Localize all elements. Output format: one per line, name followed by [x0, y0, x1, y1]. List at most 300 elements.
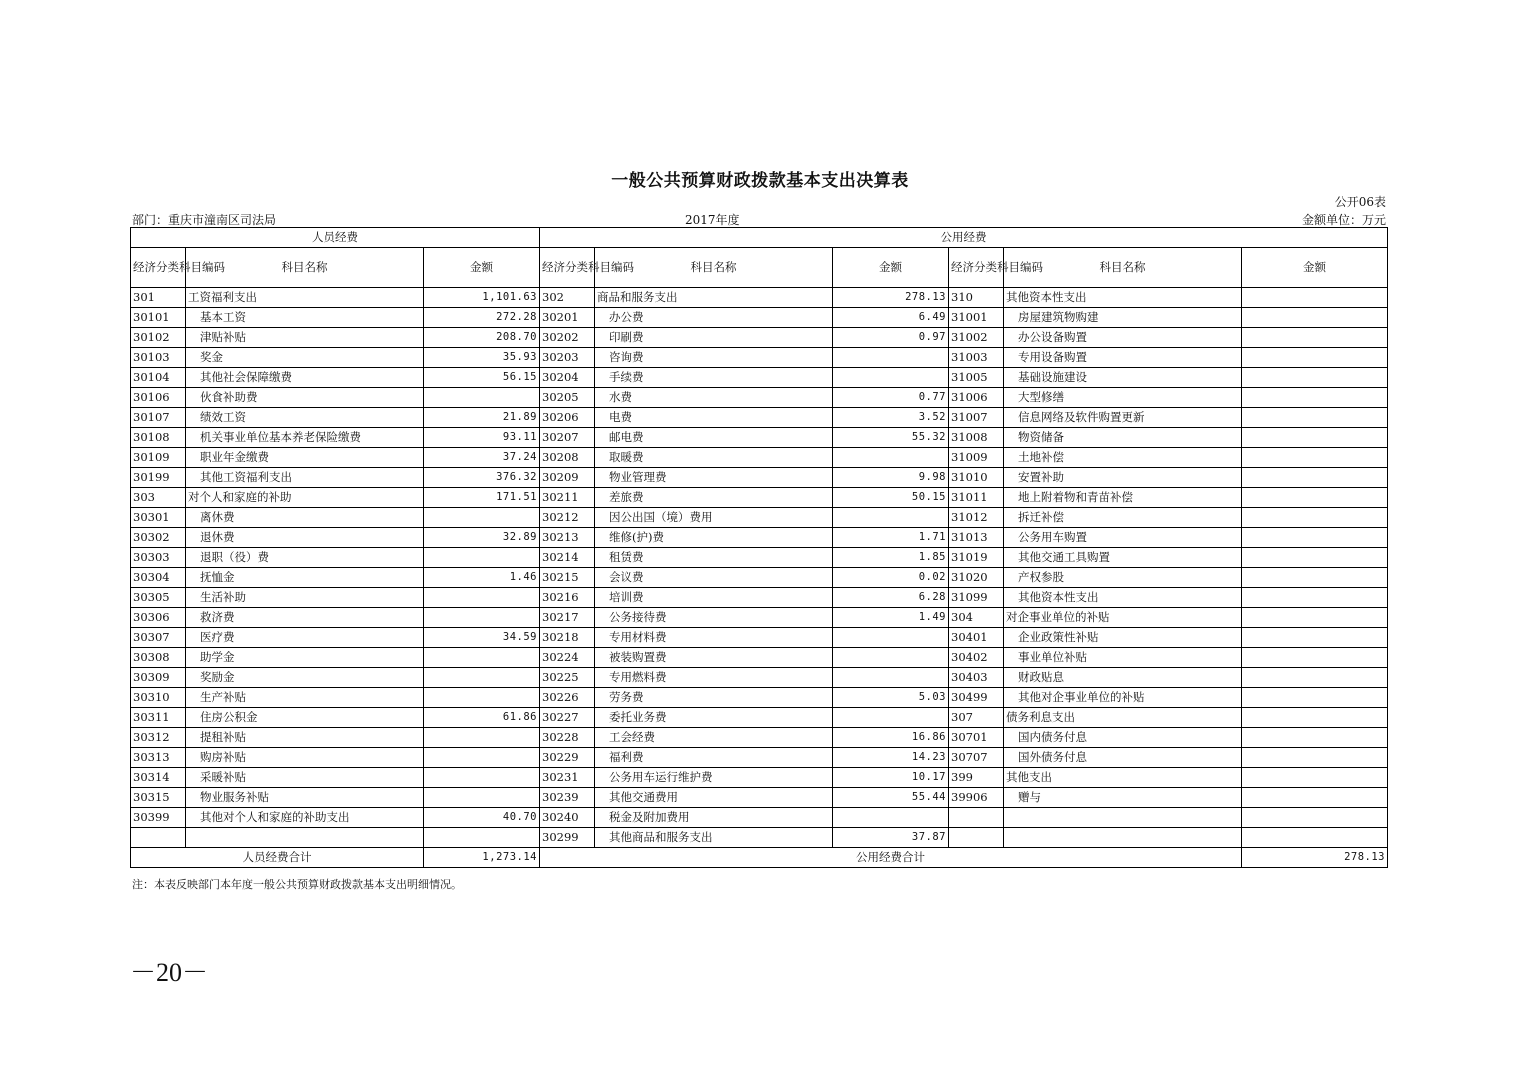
code-cell: 30313 — [131, 748, 186, 768]
name-cell: 其他对个人和家庭的补助支出 — [186, 808, 424, 828]
table-row — [131, 428, 1388, 448]
code-cell: 30302 — [131, 528, 186, 548]
code-cell — [949, 828, 1004, 848]
amount-cell: 40.70 — [424, 808, 540, 828]
amount-cell — [833, 708, 949, 728]
amount-cell — [1242, 348, 1388, 368]
code-cell: 39906 — [949, 788, 1004, 808]
table-row — [131, 328, 1388, 348]
name-cell: 基础设施建设 — [1004, 368, 1242, 388]
code-cell: 31008 — [949, 428, 1004, 448]
amount-cell — [833, 368, 949, 388]
amount-cell: 6.49 — [833, 308, 949, 328]
name-cell: 公务用车购置 — [1004, 528, 1242, 548]
amount-cell — [833, 648, 949, 668]
table-row — [131, 788, 1388, 808]
amount-cell — [833, 448, 949, 468]
amount-cell — [1242, 588, 1388, 608]
unit-label: 金额单位：万元 — [1301, 213, 1386, 227]
name-cell: 企业政策性补贴 — [1004, 628, 1242, 648]
name-cell: 印刷费 — [595, 328, 833, 348]
public-total-amount: 278.13 — [1242, 848, 1388, 868]
name-cell: 其他商品和服务支出 — [595, 828, 833, 848]
amount-cell — [1242, 508, 1388, 528]
amount-cell: 1.49 — [833, 608, 949, 628]
amount-cell — [1242, 548, 1388, 568]
amount-cell — [1242, 428, 1388, 448]
name-cell: 公务用车运行维护费 — [595, 768, 833, 788]
code-cell: 30310 — [131, 688, 186, 708]
code-cell: 30212 — [540, 508, 595, 528]
amount-cell — [424, 828, 540, 848]
name-cell: 医疗费 — [186, 628, 424, 648]
table-row — [131, 808, 1388, 828]
amount-cell: 32.89 — [424, 528, 540, 548]
amount-cell — [1242, 728, 1388, 748]
name-cell: 差旅费 — [595, 488, 833, 508]
code-cell — [131, 828, 186, 848]
table-row — [131, 448, 1388, 468]
name-cell: 对个人和家庭的补助 — [186, 488, 424, 508]
name-cell: 国外债务付息 — [1004, 748, 1242, 768]
code-cell: 30214 — [540, 548, 595, 568]
name-cell — [1004, 828, 1242, 848]
code-cell: 30207 — [540, 428, 595, 448]
amount-cell — [424, 768, 540, 788]
table-row — [131, 748, 1388, 768]
code-cell: 30311 — [131, 708, 186, 728]
table-row — [131, 368, 1388, 388]
code-cell: 30216 — [540, 588, 595, 608]
amount-cell: 1.85 — [833, 548, 949, 568]
amount-cell — [424, 648, 540, 668]
name-cell: 提租补贴 — [186, 728, 424, 748]
amount-cell: 376.32 — [424, 468, 540, 488]
amount-cell: 21.89 — [424, 408, 540, 428]
amount-cell — [424, 688, 540, 708]
name-cell: 物业管理费 — [595, 468, 833, 488]
totals-row — [131, 848, 1388, 868]
code-cell: 30104 — [131, 368, 186, 388]
code-cell: 31010 — [949, 468, 1004, 488]
personnel-total-amount: 1,273.14 — [424, 848, 540, 868]
name-cell: 产权参股 — [1004, 568, 1242, 588]
name-cell: 抚恤金 — [186, 568, 424, 588]
name-cell: 绩效工资 — [186, 408, 424, 428]
amount-cell: 10.17 — [833, 768, 949, 788]
table-row — [131, 708, 1388, 728]
code-cell: 307 — [949, 708, 1004, 728]
name-cell: 办公设备购置 — [1004, 328, 1242, 348]
code-cell: 30299 — [540, 828, 595, 848]
name-cell — [1004, 808, 1242, 828]
expenditure-table — [130, 227, 1388, 868]
name-cell: 手续费 — [595, 368, 833, 388]
name-cell: 物资储备 — [1004, 428, 1242, 448]
name-cell: 劳务费 — [595, 688, 833, 708]
name-cell: 委托业务费 — [595, 708, 833, 728]
name-cell: 税金及附加费用 — [595, 808, 833, 828]
page-title: 一般公共预算财政拨款基本支出决算表 — [611, 171, 909, 191]
name-header: 科目名称 — [186, 248, 424, 288]
code-cell: 30213 — [540, 528, 595, 548]
amount-cell — [424, 788, 540, 808]
amount-header: 金额 — [424, 248, 540, 288]
table-row — [131, 388, 1388, 408]
amount-cell — [1242, 408, 1388, 428]
name-cell: 专用材料费 — [595, 628, 833, 648]
code-cell: 30304 — [131, 568, 186, 588]
code-cell: 30303 — [131, 548, 186, 568]
code-cell: 301 — [131, 288, 186, 308]
code-cell: 31019 — [949, 548, 1004, 568]
name-cell: 其他对企事业单位的补贴 — [1004, 688, 1242, 708]
code-cell: 30217 — [540, 608, 595, 628]
amount-cell — [833, 808, 949, 828]
name-cell: 大型修缮 — [1004, 388, 1242, 408]
code-cell: 304 — [949, 608, 1004, 628]
amount-header: 金额 — [833, 248, 949, 288]
amount-cell: 16.86 — [833, 728, 949, 748]
amount-cell — [424, 588, 540, 608]
amount-cell: 55.44 — [833, 788, 949, 808]
name-cell: 物业服务补贴 — [186, 788, 424, 808]
name-cell: 离休费 — [186, 508, 424, 528]
code-cell: 30201 — [540, 308, 595, 328]
amount-cell — [424, 668, 540, 688]
personnel-total-label: 人员经费合计 — [131, 848, 424, 868]
name-cell: 信息网络及软件购置更新 — [1004, 408, 1242, 428]
amount-cell: 0.97 — [833, 328, 949, 348]
amount-header: 金额 — [1242, 248, 1388, 288]
code-cell: 31099 — [949, 588, 1004, 608]
code-cell: 303 — [131, 488, 186, 508]
name-cell: 采暖补贴 — [186, 768, 424, 788]
code-cell: 30103 — [131, 348, 186, 368]
code-cell: 30403 — [949, 668, 1004, 688]
amount-cell — [1242, 668, 1388, 688]
amount-cell — [833, 508, 949, 528]
table-row — [131, 528, 1388, 548]
name-cell: 津贴补贴 — [186, 328, 424, 348]
amount-cell: 9.98 — [833, 468, 949, 488]
code-cell: 31007 — [949, 408, 1004, 428]
amount-cell — [1242, 528, 1388, 548]
code-cell: 30707 — [949, 748, 1004, 768]
amount-cell — [1242, 608, 1388, 628]
name-cell: 其他支出 — [1004, 768, 1242, 788]
name-cell: 邮电费 — [595, 428, 833, 448]
code-header: 经济分类科目编码 — [131, 248, 186, 288]
name-cell: 助学金 — [186, 648, 424, 668]
amount-cell: 14.23 — [833, 748, 949, 768]
amount-cell: 208.70 — [424, 328, 540, 348]
amount-cell: 1,101.63 — [424, 288, 540, 308]
amount-cell: 278.13 — [833, 288, 949, 308]
amount-cell: 37.24 — [424, 448, 540, 468]
code-cell: 30314 — [131, 768, 186, 788]
name-cell: 救济费 — [186, 608, 424, 628]
amount-cell — [424, 748, 540, 768]
code-cell: 30202 — [540, 328, 595, 348]
code-cell: 30312 — [131, 728, 186, 748]
code-cell: 30204 — [540, 368, 595, 388]
footnote: 注：本表反映部门本年度一般公共预算财政拨款基本支出明细情况。 — [132, 878, 462, 891]
code-cell: 399 — [949, 768, 1004, 788]
code-cell: 31003 — [949, 348, 1004, 368]
name-cell: 房屋建筑物购建 — [1004, 308, 1242, 328]
amount-cell: 93.11 — [424, 428, 540, 448]
code-cell: 31001 — [949, 308, 1004, 328]
code-cell: 30225 — [540, 668, 595, 688]
amount-cell: 1.71 — [833, 528, 949, 548]
code-cell: 30306 — [131, 608, 186, 628]
amount-cell — [1242, 288, 1388, 308]
public-group-header: 公用经费 — [540, 228, 1388, 248]
name-cell: 事业单位补贴 — [1004, 648, 1242, 668]
name-cell: 专用燃料费 — [595, 668, 833, 688]
name-cell: 商品和服务支出 — [595, 288, 833, 308]
amount-cell: 37.87 — [833, 828, 949, 848]
name-cell: 职业年金缴费 — [186, 448, 424, 468]
amount-cell — [1242, 688, 1388, 708]
code-cell: 30209 — [540, 468, 595, 488]
amount-cell — [1242, 488, 1388, 508]
code-cell: 30229 — [540, 748, 595, 768]
table-row — [131, 568, 1388, 588]
name-cell: 对企事业单位的补贴 — [1004, 608, 1242, 628]
code-cell: 30240 — [540, 808, 595, 828]
amount-cell — [1242, 708, 1388, 728]
name-cell: 会议费 — [595, 568, 833, 588]
code-header: 经济分类科目编码 — [540, 248, 595, 288]
code-cell: 30309 — [131, 668, 186, 688]
table-row — [131, 648, 1388, 668]
code-cell: 30211 — [540, 488, 595, 508]
name-cell: 基本工资 — [186, 308, 424, 328]
amount-cell — [424, 388, 540, 408]
name-cell: 电费 — [595, 408, 833, 428]
amount-cell — [1242, 308, 1388, 328]
code-cell: 31020 — [949, 568, 1004, 588]
code-cell: 30205 — [540, 388, 595, 408]
name-cell: 土地补偿 — [1004, 448, 1242, 468]
name-cell: 取暖费 — [595, 448, 833, 468]
name-cell: 福利费 — [595, 748, 833, 768]
code-cell: 31002 — [949, 328, 1004, 348]
name-cell: 生产补贴 — [186, 688, 424, 708]
code-cell: 30215 — [540, 568, 595, 588]
code-cell: 30203 — [540, 348, 595, 368]
amount-cell: 5.03 — [833, 688, 949, 708]
amount-cell — [424, 728, 540, 748]
name-cell: 奖励金 — [186, 668, 424, 688]
name-cell: 工会经费 — [595, 728, 833, 748]
code-cell: 31006 — [949, 388, 1004, 408]
name-cell: 培训费 — [595, 588, 833, 608]
table-row — [131, 688, 1388, 708]
code-cell: 310 — [949, 288, 1004, 308]
name-cell: 机关事业单位基本养老保险缴费 — [186, 428, 424, 448]
page-number: －20－ — [130, 958, 209, 987]
table-row — [131, 728, 1388, 748]
amount-cell — [1242, 648, 1388, 668]
code-cell: 31013 — [949, 528, 1004, 548]
table-row — [131, 628, 1388, 648]
amount-cell: 1.46 — [424, 568, 540, 588]
code-cell: 31011 — [949, 488, 1004, 508]
table-row — [131, 408, 1388, 428]
name-cell: 其他资本性支出 — [1004, 588, 1242, 608]
code-cell: 30399 — [131, 808, 186, 828]
personnel-group-header: 人员经费 — [131, 228, 540, 248]
name-cell: 伙食补助费 — [186, 388, 424, 408]
code-cell: 30231 — [540, 768, 595, 788]
name-cell: 住房公积金 — [186, 708, 424, 728]
amount-cell: 6.28 — [833, 588, 949, 608]
name-cell: 债务利息支出 — [1004, 708, 1242, 728]
name-cell: 被装购置费 — [595, 648, 833, 668]
name-cell: 其他工资福利支出 — [186, 468, 424, 488]
amount-cell — [833, 628, 949, 648]
amount-cell — [1242, 368, 1388, 388]
name-cell: 地上附着物和青苗补偿 — [1004, 488, 1242, 508]
name-header: 科目名称 — [595, 248, 833, 288]
amount-cell: 272.28 — [424, 308, 540, 328]
amount-cell: 61.86 — [424, 708, 540, 728]
table-row — [131, 468, 1388, 488]
table-row — [131, 588, 1388, 608]
public-total-label: 公用经费合计 — [540, 848, 1242, 868]
code-cell: 30239 — [540, 788, 595, 808]
code-cell: 30401 — [949, 628, 1004, 648]
year-label: 2017年度 — [685, 213, 740, 227]
amount-cell — [424, 548, 540, 568]
code-cell: 30305 — [131, 588, 186, 608]
amount-cell: 0.77 — [833, 388, 949, 408]
amount-cell — [1242, 828, 1388, 848]
code-cell: 30315 — [131, 788, 186, 808]
code-cell: 30228 — [540, 728, 595, 748]
name-cell: 办公费 — [595, 308, 833, 328]
table-row — [131, 288, 1388, 308]
amount-cell: 0.02 — [833, 568, 949, 588]
name-cell: 安置补助 — [1004, 468, 1242, 488]
name-cell: 水费 — [595, 388, 833, 408]
code-header: 经济分类科目编码 — [949, 248, 1004, 288]
code-cell: 30307 — [131, 628, 186, 648]
table-row — [131, 608, 1388, 628]
code-cell: 30308 — [131, 648, 186, 668]
amount-cell — [1242, 388, 1388, 408]
code-cell — [949, 808, 1004, 828]
code-cell: 30102 — [131, 328, 186, 348]
name-cell: 公务接待费 — [595, 608, 833, 628]
amount-cell — [833, 348, 949, 368]
name-cell: 购房补贴 — [186, 748, 424, 768]
table-row — [131, 768, 1388, 788]
name-cell: 咨询费 — [595, 348, 833, 368]
amount-cell — [1242, 468, 1388, 488]
table-row — [131, 348, 1388, 368]
code-cell: 31005 — [949, 368, 1004, 388]
amount-cell: 50.15 — [833, 488, 949, 508]
table-row — [131, 668, 1388, 688]
table-row — [131, 488, 1388, 508]
code-cell: 30226 — [540, 688, 595, 708]
amount-cell: 56.15 — [424, 368, 540, 388]
name-cell: 其他交通工具购置 — [1004, 548, 1242, 568]
amount-cell — [424, 508, 540, 528]
amount-cell — [1242, 328, 1388, 348]
code-cell: 30701 — [949, 728, 1004, 748]
amount-cell — [424, 608, 540, 628]
code-cell: 30227 — [540, 708, 595, 728]
code-cell: 302 — [540, 288, 595, 308]
name-cell: 工资福利支出 — [186, 288, 424, 308]
table-row — [131, 508, 1388, 528]
code-cell: 30109 — [131, 448, 186, 468]
code-cell: 30101 — [131, 308, 186, 328]
code-cell: 30199 — [131, 468, 186, 488]
amount-cell: 3.52 — [833, 408, 949, 428]
name-cell: 因公出国（境）费用 — [595, 508, 833, 528]
code-cell: 30224 — [540, 648, 595, 668]
amount-cell — [1242, 448, 1388, 468]
name-cell: 维修(护)费 — [595, 528, 833, 548]
amount-cell — [1242, 748, 1388, 768]
name-cell: 退职（役）费 — [186, 548, 424, 568]
amount-cell: 55.32 — [833, 428, 949, 448]
amount-cell — [1242, 788, 1388, 808]
name-cell: 财政贴息 — [1004, 668, 1242, 688]
code-cell: 30107 — [131, 408, 186, 428]
code-cell: 30106 — [131, 388, 186, 408]
table-row — [131, 828, 1388, 848]
name-cell — [186, 828, 424, 848]
code-cell: 31012 — [949, 508, 1004, 528]
name-cell: 奖金 — [186, 348, 424, 368]
amount-cell — [1242, 768, 1388, 788]
name-cell: 其他交通费用 — [595, 788, 833, 808]
name-cell: 专用设备购置 — [1004, 348, 1242, 368]
code-cell: 30108 — [131, 428, 186, 448]
name-cell: 国内债务付息 — [1004, 728, 1242, 748]
name-cell: 其他资本性支出 — [1004, 288, 1242, 308]
name-cell: 租赁费 — [595, 548, 833, 568]
code-cell: 30402 — [949, 648, 1004, 668]
code-cell: 30206 — [540, 408, 595, 428]
amount-cell — [833, 668, 949, 688]
department-label: 部门：重庆市潼南区司法局 — [132, 213, 277, 227]
name-cell: 拆迁补偿 — [1004, 508, 1242, 528]
form-number: 公开06表 — [1334, 195, 1386, 209]
table-row — [131, 308, 1388, 328]
amount-cell — [1242, 628, 1388, 648]
code-cell: 31009 — [949, 448, 1004, 468]
name-cell: 生活补助 — [186, 588, 424, 608]
name-header: 科目名称 — [1004, 248, 1242, 288]
amount-cell — [1242, 568, 1388, 588]
code-cell: 30218 — [540, 628, 595, 648]
name-cell: 其他社会保障缴费 — [186, 368, 424, 388]
table-row — [131, 548, 1388, 568]
amount-cell — [1242, 808, 1388, 828]
amount-cell: 35.93 — [424, 348, 540, 368]
code-cell: 30499 — [949, 688, 1004, 708]
code-cell: 30301 — [131, 508, 186, 528]
name-cell: 退休费 — [186, 528, 424, 548]
